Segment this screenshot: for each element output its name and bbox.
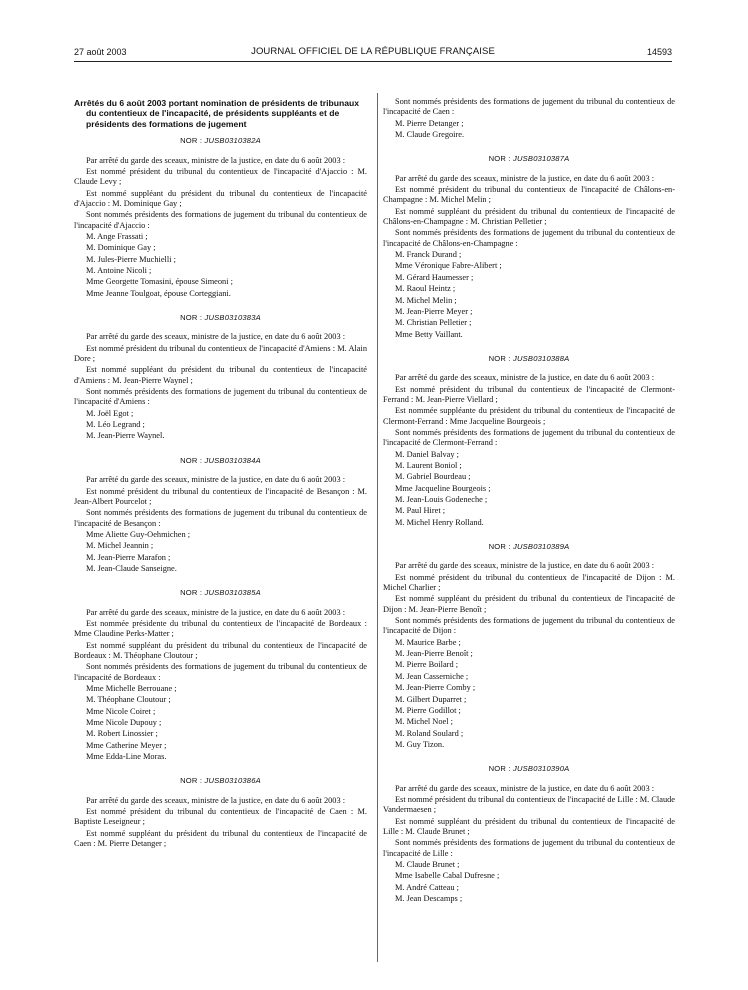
decree-paragraph: Sont nommés présidents des formations de jugement du tribunal du contentieux de l'incapacité de Lille : [383, 838, 675, 858]
nor-reference [74, 136, 367, 146]
appointee-list-item: M. Jean-Pierre Comby ; [395, 683, 476, 693]
decree-paragraph: Est nommé président du tribunal du contentieux de l'incapacité de Lille : M. Claude Vandermaesen ; [383, 794, 675, 815]
appointee-list-item: M. Christian Pelletier ; [395, 318, 472, 328]
nor-label: NOR : [488, 542, 511, 552]
appointee-list-item: M. Franck Durand ; [395, 250, 462, 260]
nor-reference [383, 154, 675, 164]
appointee-list-item: Mme Isabelle Cabal Dufresne ; [395, 871, 500, 881]
decree-paragraph: Par arrêté du garde des sceaux, ministre de la justice, en date du 6 août 2003 : [86, 795, 346, 805]
decree-paragraph: Est nommé président du tribunal du contentieux de l'incapacité de Clermont-Ferrand : M. Jean-Pierre Viellard ; [383, 384, 675, 404]
appointee-list-item: Mme Catherine Meyer ; [86, 740, 167, 750]
appointee-list-item: M. Théophane Cloutour ; [86, 695, 171, 705]
appointee-list-item: M. Pierre Detanger ; [395, 118, 464, 128]
decree-paragraph: Est nommé suppléant du président du tribunal du contentieux de l'incapacité de Bordeaux : M. Théophane Cloutour ; [74, 640, 367, 660]
decree-paragraph: Est nommé président du tribunal du contentieux de l'incapacité de Caen : M. Baptiste Leseigneur ; [74, 807, 367, 827]
nor-label: NOR : [180, 588, 203, 598]
appointee-list-item: M. Michel Henry Rolland. [395, 517, 484, 527]
header-date: 27 août 2003 [74, 47, 127, 57]
decree-paragraph: Sont nommés présidents des formations de jugement du tribunal du contentieux de l'incapacité d'Amiens : [74, 387, 367, 407]
appointee-list-item: M. Claude Brunet ; [395, 859, 460, 869]
decree-paragraph: Sont nommés présidents des formations de jugement du tribunal du contentieux de l'incapacité de Dijon : [383, 616, 675, 636]
appointee-list-item: Mme Jeanne Toulgoat, épouse Corteggiani. [86, 288, 231, 298]
decree-paragraph: Est nommée présidente du tribunal du contentieux de l'incapacité de Bordeaux : Mme Claudine Perks-Matter ; [74, 618, 367, 639]
nor-code: JUSB0310387A [512, 154, 570, 164]
page-header [74, 44, 672, 60]
appointee-list-item: M. Jean-Pierre Marafon ; [86, 552, 171, 562]
appointee-list-item: M. Dominique Gay ; [86, 243, 156, 253]
decree-paragraph: Est nommé président du tribunal du contentieux de l'incapacité de Besançon : M. Jean-Albert Pourcelot ; [74, 486, 367, 506]
nor-reference [383, 542, 675, 552]
nor-code: JUSB0310382A [204, 136, 261, 146]
appointee-list-item: Mme Edda-Line Moras. [86, 752, 167, 762]
decree-paragraph: Est nommé suppléant du président du tribunal du contentieux de l'incapacité d'Ajaccio : M. Dominique Gay ; [74, 188, 367, 208]
appointee-list-item: M. Paul Hiret ; [395, 506, 446, 516]
nor-reference [74, 776, 367, 786]
decree-paragraph: Est nommé président du tribunal du contentieux de l'incapacité d'Ajaccio : M. Claude Levy ; [74, 166, 367, 187]
nor-code: JUSB0310388A [512, 353, 570, 363]
header-rule [74, 61, 672, 62]
nor-label: NOR : [180, 455, 203, 465]
appointee-list-item: M. Michel Noel ; [395, 717, 453, 727]
nor-label: NOR : [488, 353, 511, 363]
appointee-list-item: M. Maurice Barbe ; [395, 637, 461, 647]
decree-title: Arrêtés du 6 août 2003 portant nomination de présidents de tribunaux du contentieux de l'incapacité, de présidents suppléants et de présidents des formations de jugement [74, 98, 360, 129]
appointee-list-item: M. Ange Frassati ; [86, 231, 148, 241]
appointee-list-item: Mme Aliette Guy-Oehmichen ; [86, 529, 191, 539]
decree-paragraph: Est nommé président du tribunal du contentieux de l'incapacité de Dijon : M. Michel Charlier ; [383, 572, 675, 593]
appointee-list-item: M. Roland Soulard ; [395, 728, 464, 738]
appointee-list-item: M. Jean-Pierre Waynel. [86, 431, 165, 441]
appointee-list-item: M. Gilbert Duparret ; [395, 694, 467, 704]
appointee-list-item: M. Guy Tizon. [395, 739, 445, 749]
decree-paragraph: Sont nommés présidents des formations de jugement du tribunal du contentieux de l'incapacité de Bordeaux : [74, 662, 367, 682]
nor-label: NOR : [180, 313, 203, 323]
journal-title: JOURNAL OFFICIEL DE LA RÉPUBLIQUE FRANÇAISE [251, 46, 495, 57]
decree-paragraph: Sont nommés présidents des formations de jugement du tribunal du contentieux de l'incapacité de Clermont-Ferrand : [383, 427, 675, 448]
appointee-list-item: M. Jean-Claude Sanseigne. [86, 563, 177, 573]
appointee-list-item: Mme Nicole Coiret ; [86, 706, 156, 716]
decree-paragraph: Par arrêté du garde des sceaux, ministre de la justice, en date du 6 août 2003 : [86, 155, 346, 165]
appointee-list-item: Mme Betty Vaillant. [395, 329, 463, 339]
decree-paragraph: Est nommé suppléant du président du tribunal du contentieux de l'incapacité de Dijon : M. Jean-Pierre Benoît ; [383, 594, 675, 614]
appointee-list-item: M. Léo Legrand ; [86, 420, 145, 430]
appointee-list-item: Mme Michelle Berrouane ; [86, 684, 177, 693]
decree-paragraph: Sont nommés présidents des formations de jugement du tribunal du contentieux de l'incapacité de Besançon : [74, 508, 367, 528]
nor-code: JUSB0310385A [204, 588, 261, 598]
column-divider [377, 93, 378, 962]
nor-reference [74, 456, 367, 466]
appointee-list-item: M. Antoine Nicoli ; [86, 266, 152, 275]
appointee-list-item: Mme Nicole Dupouy ; [86, 718, 162, 728]
decree-paragraph: Par arrêté du garde des sceaux, ministre de la justice, en date du 6 août 2003 : [395, 373, 655, 383]
appointee-list-item: M. Robert Linossier ; [86, 729, 158, 739]
appointee-list-item: M. Raoul Heintz ; [395, 284, 456, 294]
nor-label: NOR : [488, 764, 511, 774]
appointee-list-item: M. Jules-Pierre Muchielli ; [86, 254, 176, 264]
appointee-list-item: M. André Catteau ; [395, 882, 459, 892]
appointee-list-item: Mme Véronique Fabre-Alibert ; [395, 261, 502, 271]
nor-reference [74, 588, 367, 598]
appointee-list-item: Mme Jacqueline Bourgeois ; [395, 483, 491, 493]
left-column [74, 98, 367, 850]
nor-code: JUSB0310384A [204, 455, 261, 465]
appointee-list-item: M. Jean-Pierre Benoît ; [395, 649, 473, 659]
nor-reference [383, 764, 675, 774]
appointee-list-item: M. Daniel Balvay ; [395, 449, 459, 459]
appointee-list-item: M. Joël Egot ; [86, 408, 134, 418]
decree-paragraph: Est nommé suppléant du président du tribunal du contentieux de l'incapacité de Châlons-en-Champagne : M. Christian Pelletier ; [383, 206, 675, 227]
appointee-list-item: M. Jean Casserniche ; [395, 671, 469, 681]
appointee-list-item: Mme Georgette Tomasini, épouse Simeoni ; [86, 277, 233, 287]
nor-reference [383, 354, 675, 364]
appointee-list-item: M. Claude Gregoire. [395, 130, 465, 140]
decree-paragraph: Par arrêté du garde des sceaux, ministre de la justice, en date du 6 août 2003 : [86, 475, 346, 485]
nor-label: NOR : [180, 776, 203, 786]
nor-label: NOR : [180, 136, 203, 146]
appointee-list-item: M. Pierre Godillot ; [395, 705, 461, 715]
page-number: 14593 [646, 47, 672, 57]
decree-paragraph: Est nommé président du tribunal du contentieux de l'incapacité d'Amiens : M. Alain Dore ; [74, 343, 367, 364]
appointee-list-item: M. Jean-Pierre Meyer ; [395, 306, 473, 316]
right-column [383, 97, 675, 905]
decree-paragraph: Est nommé suppléant du président du tribunal du contentieux de l'incapacité de Caen : M. Pierre Detanger ; [74, 828, 367, 849]
decree-paragraph: Par arrêté du garde des sceaux, ministre de la justice, en date du 6 août 2003 : [395, 173, 655, 183]
decree-paragraph: Sont nommés présidents des formations de jugement du tribunal du contentieux de l'incapacité de Caen : [383, 97, 675, 117]
decree-paragraph: Sont nommés présidents des formations de jugement du tribunal du contentieux de l'incapacité de Châlons-en-Champagne : [383, 228, 675, 248]
appointee-list-item: M. Jean Descamps ; [395, 894, 463, 903]
decree-paragraph: Par arrêté du garde des sceaux, ministre de la justice, en date du 6 août 2003 : [86, 607, 346, 617]
appointee-list-item: M. Jean-Louis Godeneche ; [395, 495, 488, 504]
nor-code: JUSB0310386A [204, 776, 261, 786]
nor-code: JUSB0310389A [512, 542, 570, 552]
nor-code: JUSB0310383A [204, 313, 261, 323]
decree-paragraph: Est nommée suppléante du président du tribunal du contentieux de l'incapacité de Clermont-Ferrand : Mme Jacqueline Bourgeois ; [383, 406, 675, 426]
decree-paragraph: Sont nommés présidents des formations de jugement du tribunal du contentieux de l'incapacité d'Ajaccio : [74, 210, 367, 230]
decree-paragraph: Par arrêté du garde des sceaux, ministre de la justice, en date du 6 août 2003 : [395, 561, 655, 571]
nor-label: NOR : [488, 154, 511, 164]
nor-code: JUSB0310390A [512, 764, 570, 774]
nor-reference [74, 313, 367, 323]
appointee-list-item: M. Michel Melin ; [395, 295, 457, 305]
decree-paragraph: Est nommé suppléant du président du tribunal du contentieux de l'incapacité d'Amiens : M. Jean-Pierre Waynel ; [74, 365, 367, 385]
appointee-list-item: M. Gabriel Bourdeau ; [395, 472, 471, 482]
appointee-list-item: M. Pierre Boilard ; [395, 660, 459, 670]
decree-paragraph: Par arrêté du garde des sceaux, ministre de la justice, en date du 6 août 2003 : [86, 332, 346, 342]
appointee-list-item: M. Gérard Haumesser ; [395, 272, 474, 282]
appointee-list-item: M. Michel Jeannin ; [86, 541, 154, 551]
decree-paragraph: Est nommé président du tribunal du contentieux de l'incapacité de Châlons-en-Champagne : M. Michel Melin ; [383, 185, 675, 205]
decree-paragraph: Par arrêté du garde des sceaux, ministre de la justice, en date du 6 août 2003 : [395, 783, 655, 793]
decree-paragraph: Est nommé suppléant du président du tribunal du contentieux de l'incapacité de Lille : M. Claude Brunet ; [383, 816, 675, 836]
appointee-list-item: M. Laurent Boniol ; [395, 460, 462, 470]
